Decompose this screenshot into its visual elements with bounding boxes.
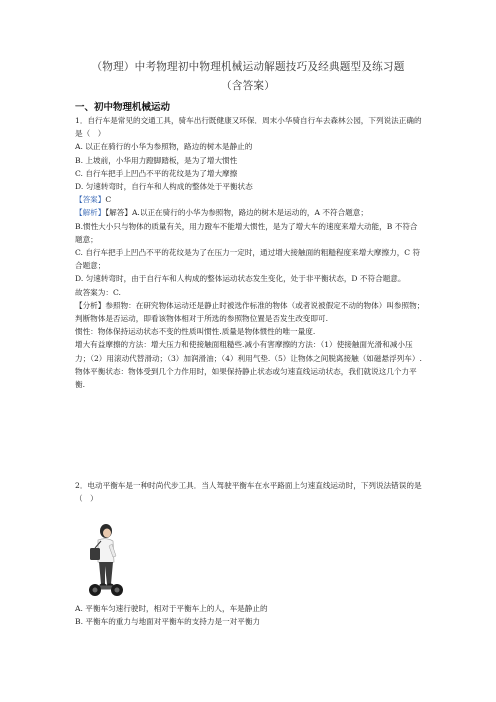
- q1-option-c: C. 自行车把手上凹凸不平的花纹是为了增大摩擦: [75, 168, 238, 178]
- q1-analysis-balance: 物体平衡状态：物体受到几个力作用时，如果保持静止状态或匀速直线运动状态，我们就说这几个力平衡.: [75, 366, 417, 390]
- q2-option-a: A. 平衡车匀速行驶时，相对于平衡车上的人，车是静止的: [75, 604, 268, 613]
- balance-scooter-illustration: [78, 522, 132, 598]
- title-line-1: （物理）中考物理初中物理机械运动解题技巧及经典题型及练习题: [91, 61, 405, 73]
- document-title: [60, 58, 436, 96]
- q1-analysis-b: B.惯性大小只与物体的质量有关，用力蹬车不能增大惯性，是为了增大车的速度来增大动能，B 不符合题意；: [75, 221, 418, 244]
- rider-on-scooter-icon: [78, 522, 132, 598]
- q2-stem: 2．电动平衡车是一种时尚代步工具．当人驾驶平衡车在水平路面上匀速直线运动时，下列说法错误的是（ ）: [75, 481, 422, 504]
- analysis-intro-text: 【解答】A.以正在骑行的小华为参照物，路边的树木是运动的，A 不符合题意；: [105, 208, 368, 218]
- question-2-options: [75, 602, 425, 628]
- q1-analysis-intro: [75, 206, 425, 219]
- q1-analysis-friction: 增大有益摩擦的方法：增大压力和使接触面粗糙些.减小有害摩擦的方法：（1）使接触面光滑和减小压力；（2）用滚动代替滑动；（3）加润滑油；（4）利用气垫.（5）让物体之间脱离接触（如磁悬浮列车）.: [75, 340, 422, 363]
- q1-analysis-d: D. 匀速转弯时，由于自行车和人构成的整体运动状态发生变化，处于非平衡状态，D 不符合题意。: [75, 274, 406, 284]
- analysis-label: 【解析】: [75, 208, 106, 218]
- q1-option-a: A. 以正在骑行的小华为参照物，路边的树木是静止的: [75, 142, 253, 152]
- q1-analysis-inertia: 惯性：物体保持运动状态不变的性质叫惯性.质量是物体惯性的唯一量度.: [75, 327, 316, 337]
- q1-option-d: D. 匀速转弯时，自行车和人构成的整体处于平衡状态: [75, 182, 253, 192]
- q1-analysis-reference: 【分析】参照物：在研究物体运动还是静止时被选作标准的物体（或者说被假定不动的物体）叫参照物；判断物体是否运动，即看该物体相对于所选的参照物位置是否发生改变即可.: [75, 300, 425, 324]
- q1-answer: [75, 193, 425, 206]
- q1-final-answer: 故答案为：C.: [75, 287, 121, 297]
- answer-value: C: [105, 195, 112, 205]
- q1-stem: 1．自行车是常见的交通工具，骑车出行既健康又环保．周末小华骑自行车去森林公园，下列说法正确的是（ ）: [75, 116, 422, 139]
- q1-option-b: B. 上坡前，小华用力蹬脚踏板，是为了增大惯性: [75, 155, 238, 165]
- answer-label: 【答案】: [75, 195, 106, 205]
- q2-option-b: B. 平衡车的重力与地面对平衡车的支持力是一对平衡力: [75, 617, 261, 627]
- section-heading: 一、初中物理机械运动: [75, 102, 171, 113]
- question-1: [75, 114, 425, 391]
- q1-analysis-c: C. 自行车把手上凹凸不平的花纹是为了在压力一定时，通过增大接触面的粗糙程度来增大摩擦力，C 符合题意；: [75, 248, 421, 271]
- question-2: [75, 479, 425, 505]
- title-line-2: （含答案）: [221, 80, 275, 92]
